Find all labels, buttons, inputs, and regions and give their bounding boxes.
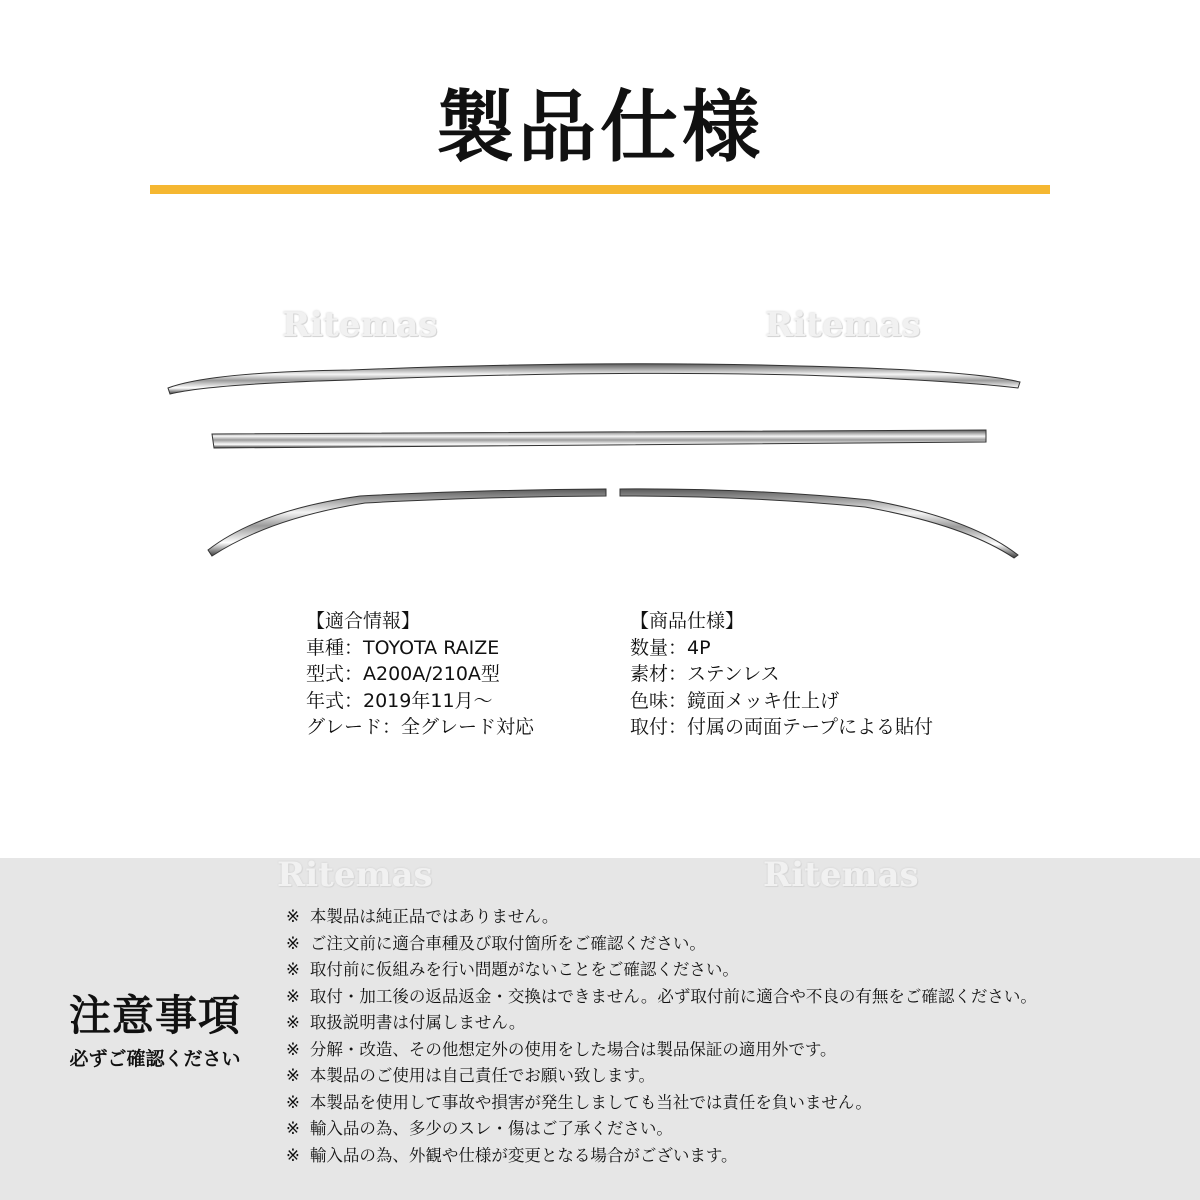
watermark: Ritemas [765,305,921,345]
notice-title: 注意事項 [68,991,241,1040]
notice-mark: ※ [286,1119,300,1138]
watermark: Ritemas [763,855,919,895]
trim-strip-top [168,364,1020,394]
list-item [286,1090,1186,1117]
list-item [286,1010,1186,1037]
product-image [150,350,1050,590]
list-item [286,984,1186,1011]
notice-mark: ※ [286,1145,300,1165]
specs-row: 数量：4P [630,636,711,659]
watermark: Ritemas [282,305,438,345]
specs-row: 色味：鏡面メッキ仕上げ [630,689,840,712]
title-underline [150,185,1050,194]
list-item [286,1143,1186,1170]
notice-mark: ※ [286,1039,300,1059]
list-item [286,1116,1186,1143]
list-item [286,904,1186,931]
notice-text: 本製品は純正品ではありません。 [309,907,559,926]
list-item [286,931,1186,958]
notice-mark: ※ [286,986,300,1006]
notice-text: 取付前に仮組みを行い問題がないことをご確認ください。 [309,960,739,979]
fitment-row: 型式：A200A/210A型 [306,663,500,685]
notice-text: 取扱説明書は付属しません。 [309,1013,526,1032]
fitment-info [306,608,534,741]
notice-text: 分解・改造、その他想定外の使用をした場合は製品保証の適用外です。 [309,1039,837,1059]
fitment-row: 車種：TOYOTA RAIZE [306,636,500,659]
fitment-heading: 【適合情報】 [306,610,421,632]
notice-mark: ※ [286,933,300,953]
page-title: 製品仕様 [435,83,764,173]
specs-row: 素材：ステンレス [630,663,780,685]
notice-text: ご注文前に適合車種及び取付箇所をご確認ください。 [309,933,706,953]
trim-strip-lower-right [620,489,1018,558]
notice-list [286,904,1186,1169]
fitment-row: グレード：全グレード対応 [306,716,535,738]
notice-mark: ※ [286,960,300,979]
notice-text: 取付・加工後の返品返金・交換はできません。必ず取付前に適合や不良の有無をご確認ください。 [309,986,1037,1006]
notice-subtitle: 必ずご確認ください [69,1048,241,1070]
notice-text: 本製品のご使用は自己責任でお願い致します。 [309,1066,656,1085]
notice-mark: ※ [286,907,300,926]
specs-row: 取付：付属の両面テープによる貼付 [630,716,934,738]
list-item [286,957,1186,984]
notice-text: 輸入品の為、多少のスレ・傷はご了承ください。 [309,1119,673,1138]
notice-text: 本製品を使用して事故や損害が発生しましても当社では責任を負いません。 [309,1092,872,1112]
trim-strip-middle [212,430,986,448]
notice-mark: ※ [286,1092,300,1112]
trim-strip-lower-left [208,489,606,556]
list-item [286,1063,1186,1090]
watermark: Ritemas [277,855,433,895]
notice-mark: ※ [286,1013,300,1032]
notice-text: 輸入品の為、外観や仕様が変更となる場合がございます。 [309,1145,738,1165]
product-specs [630,608,933,741]
specs-heading: 【商品仕様】 [630,610,745,632]
list-item [286,1037,1186,1064]
notice-mark: ※ [286,1066,300,1085]
fitment-row: 年式：2019年11月～ [306,689,493,712]
